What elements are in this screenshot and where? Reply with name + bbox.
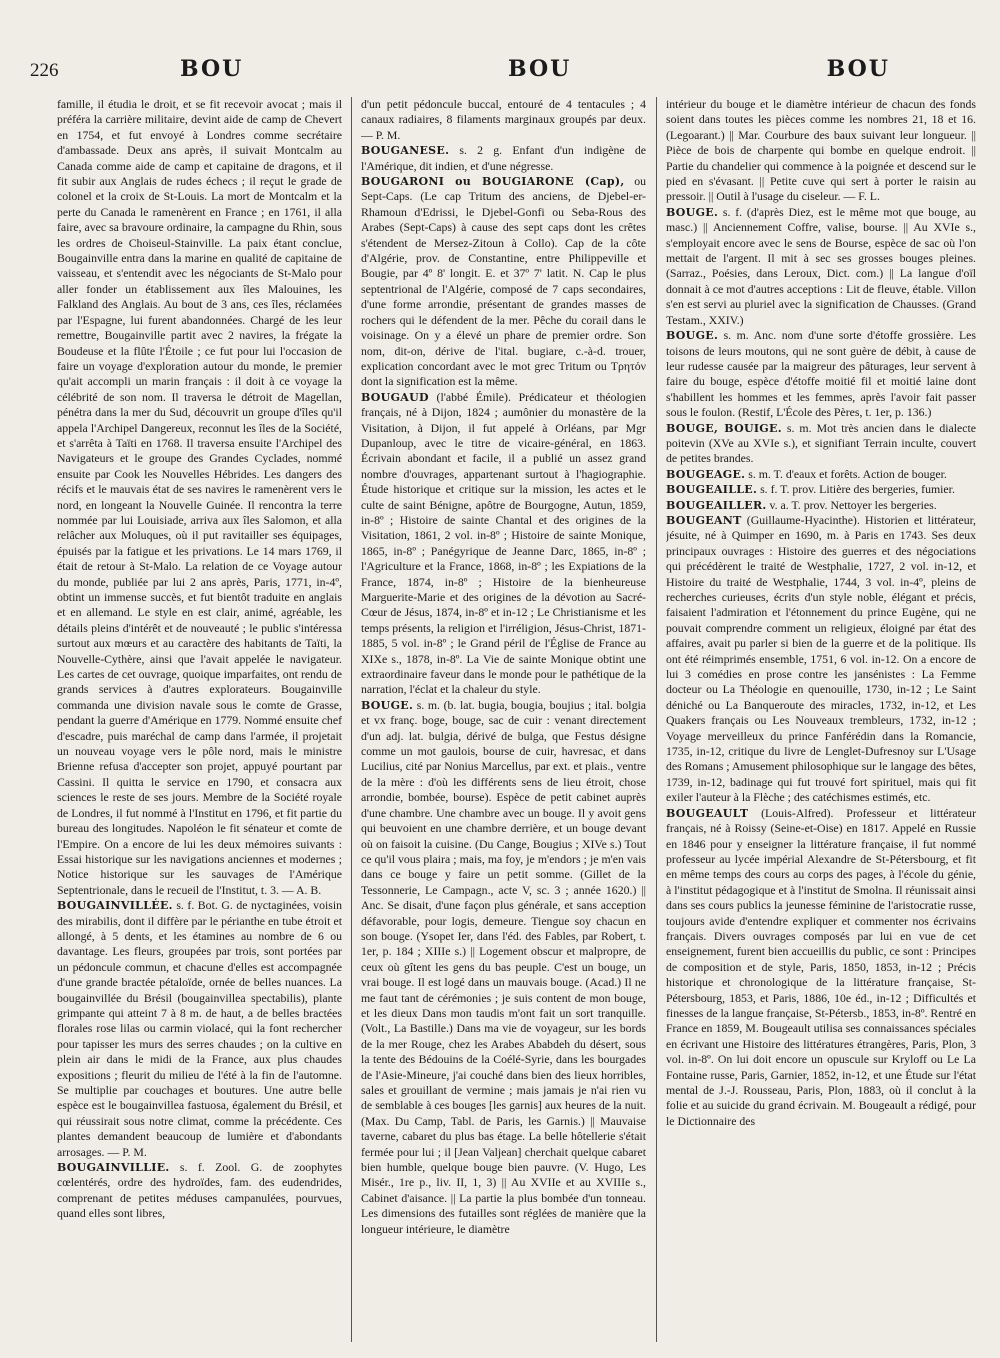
entry-headword: BOUGE. xyxy=(666,329,719,343)
entry xyxy=(666,421,976,467)
entry-text: s. m. Anc. nom d'une sorte d'étoffe grossière. Les toisons de leurs moutons, qui ne sont guère de débit, à cause de leur rudesse causée par la maigreur des pâturages, leur servent à faire du bouge, espèce d'étoffe moitié fil et moitié laine dont s'habillent les hommes et les femmes, après l'avoir fait passer sous le foulon. (Restif, L'École des Pères, t. 1er, p. 136.) xyxy=(666,328,976,420)
entry-headword: BOUGANESE. xyxy=(361,144,450,158)
entry-text: s. f. T. prov. Litière des bergeries, fumier. xyxy=(760,482,955,497)
column-left xyxy=(57,97,342,1352)
entry-text: intérieur du bouge et le diamètre intérieur de chacun des fonds soient dans toutes les pièces comme les nombres 21, 18 et 16. (Legoarant.) || Mar. Courbure des baux suivant leur longueur. || Pièce de bois de charpente qui bombe en quelque endroit. || Partie du chandelier qui commence à la poignée et descend sur le pied en s'évasant. || Petite cuve qui sert à porter le raisin au pressoir. || Outil à l'usage du ciseleur. — F. L. xyxy=(666,97,976,204)
entry-text: s. f. Zool. G. de zoophytes cœlentérés, ordre des hydroïdes, fam. des eudendrides, comprenant de petites méduses campanulées, pourvues, quand elles sont libres, xyxy=(57,1160,342,1221)
entry-headword: BOUGAUD xyxy=(361,390,429,404)
entry-text: s. 2 g. Enfant d'un indigène de l'Amérique, dit indien, et d'une négresse. xyxy=(361,143,646,173)
entry-text: d'un petit pédoncule buccal, entouré de 4 tentacules ; 4 canaux radiaires, 8 filaments marginaux groupés par deux. — P. M. xyxy=(361,97,646,142)
column-middle xyxy=(361,97,646,1352)
entry xyxy=(361,390,646,698)
entry xyxy=(666,467,976,482)
entry xyxy=(57,898,342,1160)
entry xyxy=(361,143,646,174)
entry-text: (Louis-Alfred). Professeur et littérateur français, né à Roissy (Seine-et-Oise) en 1817. Appelé en Russie en 1846 pour y enseigner la littérature française, il fut nommé professeur au lycée impérial Alexandre de St-Pétersbourg, et fit en même temps des cours au corps des pages, à l'école du génie, à l'institut pédagogique et à l'institut de Smolna. Il réunissait ainsi dans ses cours publics la jeunesse féminine de l'aristocratie russe, toujours avide d'entendre expliquer et commenter nos écrivains français. Divers ouvrages composés par lui en vue de cet enseignement, furent bien accueillis du public, ce sont : Principes de composition et de style, Paris, 1850, 1853, in-12 ; Précis historique et chronologique de la littérature française, St-Pétersbourg, 1853, et Paris, 1886, 10e éd., in-12 ; Difficultés et finesses de la langue française, St-Pétersb., 1853, in-8º. Rentré en France en 1859, M. Bougeault utilisa ses connaissances spéciales en écrivant une Histoire des littératures étrangères, Paris, Plon, 3 vol. in-8º. On lui doit encore un opuscule sur Kryloff ou Le La Fontaine russe, Paris, Garnier, 1852, in-12, et une Étude sur l'état mental de J.-J. Rousseau, Paris, Plon, 1883, où il conclut à la folie et au suicide du grand écrivain. M. Bougeault a rédigé, pour le Dictionnaire des xyxy=(666,805,976,1128)
entry xyxy=(666,513,976,806)
column-right xyxy=(666,97,976,1352)
entry-text: (Guillaume-Hyacinthe). Historien et littérateur, jésuite, né à Quimper en 1690, m. à Paris en 1743. Ses deux principaux ouvrages : Histoire des guerres et des négociations qui précédèrent le traité de Westphalie, 1727, 2 vol. in-12, et Histoire du traité de Westphalie, 1744, 3 vol. in-4º, pleins de recherches curieuses, écrits d'un style noble, élégant et précis, faisaient l'admiration et l'étonnement du prince Eugène, qui ne pouvait comprendre comment un religieux, éloigné par état des affaires, avait pu parler si bien de la guerre et de la politique. Ils ont été réimprimés ensemble, 1751, 6 vol. in-12. On a encore de lui 3 comédies en prose contre les jansénistes : La Femme docteur ou La Théologie en quenouille, 1730, in-12 ; Le Saint déniché ou La Banqueroute des miracles, 1732, in-12, et Les Quakers français ou Les Nouveaux trembleurs, 1732, in-12 ; Voyage merveilleux du prince Fanférédin dans la Romancie, 1735, in-12, critique du livre de Lenglet-Dufresnoy sur L'Usage des Romans ; Amusement philosophique sur le langage des bêtes, 1739, in-12, badinage qui fut trouvé fort spirituel, mais qui fit exiler l'auteur à la Flèche ; des catéchismes estimés, etc. xyxy=(666,512,976,805)
entry-text: ou Sept-Caps. (Le cap Tritum des anciens, de Djebel-er-Rhamoun d'Edrissi, le Djebel-Gonfi ou Seba-Rous des Arabes (Sept-Caps) à cause des sept caps dont les crêtes s'étendent de Mersez-Zitoun à Collo). Cap de la côte d'Algérie, prov. de Constantine, entre Philippeville et Bougie, par 4º 8' longit. E. et 37º 7' latit. N. Cap le plus septentrional de l'Algérie, composé de 7 caps secondaires, d'une forme arrondie, présentant de grandes masses de rochers qui le défendent de la mer. Pêche du corail dans le voisinage. On y a élevé un phare de premier ordre. Son nom, dit-on, dérive de l'ital. bugiare, c.-à-d. trouer, explication concordant avec le mot grec Tritum ou Τρητόν dont la signification est la même. xyxy=(361,174,646,389)
entry xyxy=(361,698,646,1237)
entry xyxy=(666,205,976,328)
entry-headword: BOUGEAULT xyxy=(666,806,749,820)
entry xyxy=(361,97,646,143)
entry xyxy=(57,1160,342,1222)
entry-headword: BOUGE. xyxy=(666,205,719,219)
entry-text: (l'abbé Émile). Prédicateur et théologien français, né à Dijon, 1824 ; aumônier du monastère de la Visitation, à Dijon, il fut appelé à Orléans, par Mgr Dupanloup, avec le titre de vicaire-général, en 1863. Écrivain abondant et facile, il a publié un assez grand nombre d'ouvrages, appartenant surtout à l'hagiographie. Étude historique et critique sur la mission, les actes et le culte de saint Bénigne, apôtre de Bourgogne, Autun, 1859, in-8º ; Histoire de sainte Chantal et des origines de la Visitation, 1861, 2 vol. in-8º ; Histoire de sainte Monique, 1865, in-8º ; Panégyrique de Jeanne Darc, 1865, in-8º ; l'Agriculture et la France, 1868, in-8º ; les Expiations de la France, 1874, in-8º ; Histoire de la bienheureuse Marguerite-Marie et des origines de la dévotion au Sacré-Cœur de Jésus, 1874, in-8º et in-12 ; Le Christianisme et les temps présents, la religion et l'irréligion, Jésus-Christ, 1871-1885, 5 vol. in-8º ; le Grand péril de l'Église de France au XIXe s., 1878, in-8º. La Vie de sainte Monique obtint une extraordinaire faveur dans le monde pour le pathétique de la narration, l'éclat et la chaleur du style. xyxy=(361,389,646,697)
entry-text: v. a. T. prov. Nettoyer les bergeries. xyxy=(769,497,937,512)
entry xyxy=(361,174,646,390)
running-header xyxy=(30,56,978,86)
entry-headword: BOUGARONI ou BOUGIARONE (Cap), xyxy=(361,175,625,189)
entry-headword: BOUGAINVILLIE. xyxy=(57,1161,170,1175)
entry xyxy=(57,97,342,898)
running-headword-right: BOU xyxy=(826,56,890,82)
entry-text: s. m. Mot très ancien dans le dialecte poitevin (XVe au XVIe s.), et signifiant Terrain inculte, couvert de petites brandes. xyxy=(666,420,976,466)
entry-headword: BOUGE. xyxy=(361,698,414,712)
entry xyxy=(666,97,976,205)
entry-headword: BOUGEAGE. xyxy=(666,467,746,481)
entry-text: s. m. (b. lat. bugia, bougia, boujius ; ital. bolgia et vx franç. boge, bouge, sac de cuir : venant directement d'un adj. lat. bulgia, dérivé de bulga, que Festus désigne comme un mot gaulois, bourse de cuir, havresac, et dans Lucilius, cité par Nonius Marcellus, par ext. et plais., ventre de la mère : d'où les différents sens de lieu étroit, chose arrondie, bombée, bourse). Espèce de petit cabinet auprès d'une chambre. Une chambre avec un bouge. Il y avoit gens qui beuvoient en une chambre derrière, et un bouge devant où on faisoit la cuisine. (Du Cange, Bougius ; XIVe s.) Tout ce qu'il vous plaira ; mais, ma foy, je m'endors ; je m'en vais dans ce bouge y faire un petit somme. (Gillet de la Tessonnerie, Le Campagn., acte V, sc. 3 ; année 1620.) || Anc. Se disait, d'une façon plus générale, et sans acception défavorable, pour logis, demeure. Tiengue soy chacun en son bouge. (Ysopet Ier, dans l'éd. des Fables, par Robert, t. 1er, p. 184 ; XIIIe s.) || Logement obscur et malpropre, de ceux où gîtent les gens du bas peuple. C'est un bouge, un vrai bouge. Il est logé dans un mauvais bouge. (Acad.) Il ne me faut tant de cérémonies ; je suis content de mon bouge, et les dieux Dans mon taudis m'ont fait un sort tranquille. (Volt., La Bastille.) Dans ma vie de voyageur, sur les bords de la mer Rouge, chez les Arabes Ababdeh du désert, sous la tente des Bédouins de la Coélé-Syrie, dans les bourgades de l'Asie-Mineure, j'ai couché dans bien des lieux horribles, sales et grouillant de vermine ; mais jamais je n'ai rien vu de semblable à ces bouges [les garnis] aux heures de la nuit. (Max. Du Camp, Tabl. de Paris, les Garnis.) || Mauvaise taverne, cabaret du plus bas étage. La belle hôtellerie s'était fermée pour lui ; il [Jean Valjean] cherchait quelque cabaret bien humble, quelque bouge bien pauvre. (V. Hugo, Les Misér., 1re p., liv. II, 1, 3) || Au XVIIe et au XVIIIe s., Cabinet d'aisance. || La partie la plus bombée d'un tonneau. Les dimensions des futailles sont réglées de manière que la longueur intérieure, le diamètre xyxy=(361,697,646,1236)
entry-headword: BOUGEAILLER. xyxy=(666,498,767,512)
entry-text: s. f. (d'après Diez, est le même mot que bouge, au masc.) || Anciennement Coffre, valise, bourse. || Au XVIe s., s'employait encore avec le sens de Bourse, espèce de sac où l'on mettait de l'argent. Il mit à sec ses grosses bouges pleines. (Sarraz., Poésies, dans Leroux, Dict. com.) || La langue d'oïl donnait à ce mot d'autres acceptions : Lit de fleuve, étable. Villon s'en est servi au pluriel avec la signification de Chausses. (Grand Testam., XXIV.) xyxy=(666,204,976,327)
column-rule xyxy=(656,97,657,1342)
entry-text: s. f. Bot. G. de nyctaginées, voisin des mirabilis, dont il diffère par le périanthe en tube étroit et allongé, à 5 dents, et les étamines au nombre de 6 ou davantage. Les fleurs, groupées par trois, sont portées par un pédoncule commun, et chacune d'elles est accompagnée d'une grande bractée pétaloïde, ornée de belles nuances. La bougainvillée du Brésil (bougainvillea spectabilis), plante grimpante qui atteint 7 à 8 m. de haut, a de belles bractées florales rose lilas ou carmin violacé, qui la font rechercher pour tapisser les murs des serres chaudes ; on la cultive en plein air dans le midi de la France, aux plus chaudes expositions ; fleurit du milieu de l'été à la fin de l'automne. Se multiplie par couchages et boutures. Une autre belle espèce est le bougainvillea fastuosa, également du Brésil, et qui réussirait sous notre climat, comme la précédente. Ces plantes demandent beaucoup de lumière et d'abondants arrosages. — P. M. xyxy=(57,898,342,1159)
entry xyxy=(666,482,976,497)
entry-headword: BOUGEAILLE. xyxy=(666,483,758,497)
entry-text: famille, il étudia le droit, et se fit recevoir avocat ; mais il préféra la carrière militaire, devint aide de camp de Chevert en 1754, et fut envoyé à Londres comme secrétaire d'ambassade. Deux ans après, il suivait Montcalm au Canada comme aide de camp et capitaine de dragons, et il fit subir aux Anglais de rudes échecs ; il reçut le grade de colonel et la croix de St-Louis. La mort de Montcalm et la perte du Canada le ramenèrent en France ; en 1761, il alla faire, avec sa bravoure ordinaire, la campagne du Rhin, sous les ordres de Choiseul-Stainville. La paix étant conclue, Bougainville entra dans la marine en qualité de capitaine de vaisseau, et s'entendit avec les négociants de St-Malo pour aller fonder un établissement aux îles Malouines, les Falkland des Anglais. Au bout de 3 ans, ces îles, réclamées par l'Espagne, lui furent abandonnées. Chargé de les leur remettre, Bougainville partit avec 2 navires, la frégate la Boudeuse et la flûte l'Étoile ; ce fut pour lui l'occasion de faire un voyage d'exploration autour du monde, le premier qu'ait accompli un marin français : il doit à ce voyage la célébrité de son nom. Il traversa le détroit de Magellan, pénétra dans la mer du Sud, découvrit un groupe d'îles qu'il appela l'Archipel Dangereux, reconnut les îles de la Société, et s'arrêta à Taïti en 1768. Il traversa ensuite l'Archipel des Navigateurs et le groupe des Grandes Cyclades, nommé ensuite par Cook les Nouvelles Hébrides. Les dangers des récifs et le mauvais état de ses navires le ramenèrent vers le nord, en longeant la Nouvelle Guinée. Il rencontra la terre nommée par lui Louisiade, arriva aux îles Salomon, et alla relâcher aux Moluques, où il put ravitailler ses équipages, épuisés par la fatigue et les privations. Le 14 mars 1769, il était de retour à St-Malo. La relation de ce Voyage autour du monde, publiée par lui 2 ans après, Paris, 1771, in-4º, obtint un immense succès, et fut bientôt traduite en anglais et en allemand. Le style en est clair, animé, agréable, les détails pleins d'intérêt et de nouveauté ; le public s'intéressa surtout aux mœurs et au caractère des habitants de Taïti, la Nouvelle-Cythère, ainsi que l'avait appelée le navigateur. Les cartes de cet ouvrage, quoique imparfaites, ont rendu de grands services à d'autres explorateurs. Bougainville commanda une division navale sous le comte de Grasse, pendant la guerre d'Amérique en 1779. Nommé ensuite chef d'escadre, puis maréchal de camp dans l'armée, il projetait un nouveau voyage vers le pôle nord, mais le ministre Brienne refusa d'accepter son projet, appuyé pourtant par Cassini. Il quitta le service en 1790, et consacra aux sciences le reste de ses jours. Membre de la Société royale de Londres, il fut nommé à l'Institut en 1796, et fit partie du bureau des longitudes. Napoléon le fit sénateur et comte de l'Empire. On a encore de lui les deux mémoires suivants : Essai historique sur les navigations anciennes et modernes ; Notice historique sur les sauvages de l'Amérique Septentrionale, dans le recueil de l'Institut, t. 3. — A. B. xyxy=(57,97,342,897)
running-headword-left: BOU xyxy=(180,56,244,82)
entry xyxy=(666,806,976,1130)
column-rule xyxy=(351,97,352,1342)
page-number: 226 xyxy=(30,60,59,81)
entry xyxy=(666,328,976,420)
entry-text: s. m. T. d'eaux et forêts. Action de bouger. xyxy=(748,466,947,481)
entry xyxy=(666,498,976,513)
entry-headword: BOUGEANT xyxy=(666,513,742,527)
entry-headword: BOUGAINVILLÉE. xyxy=(57,899,173,913)
running-headword-center: BOU xyxy=(508,56,572,82)
entry-headword: BOUGE, BOUIGE. xyxy=(666,421,782,435)
